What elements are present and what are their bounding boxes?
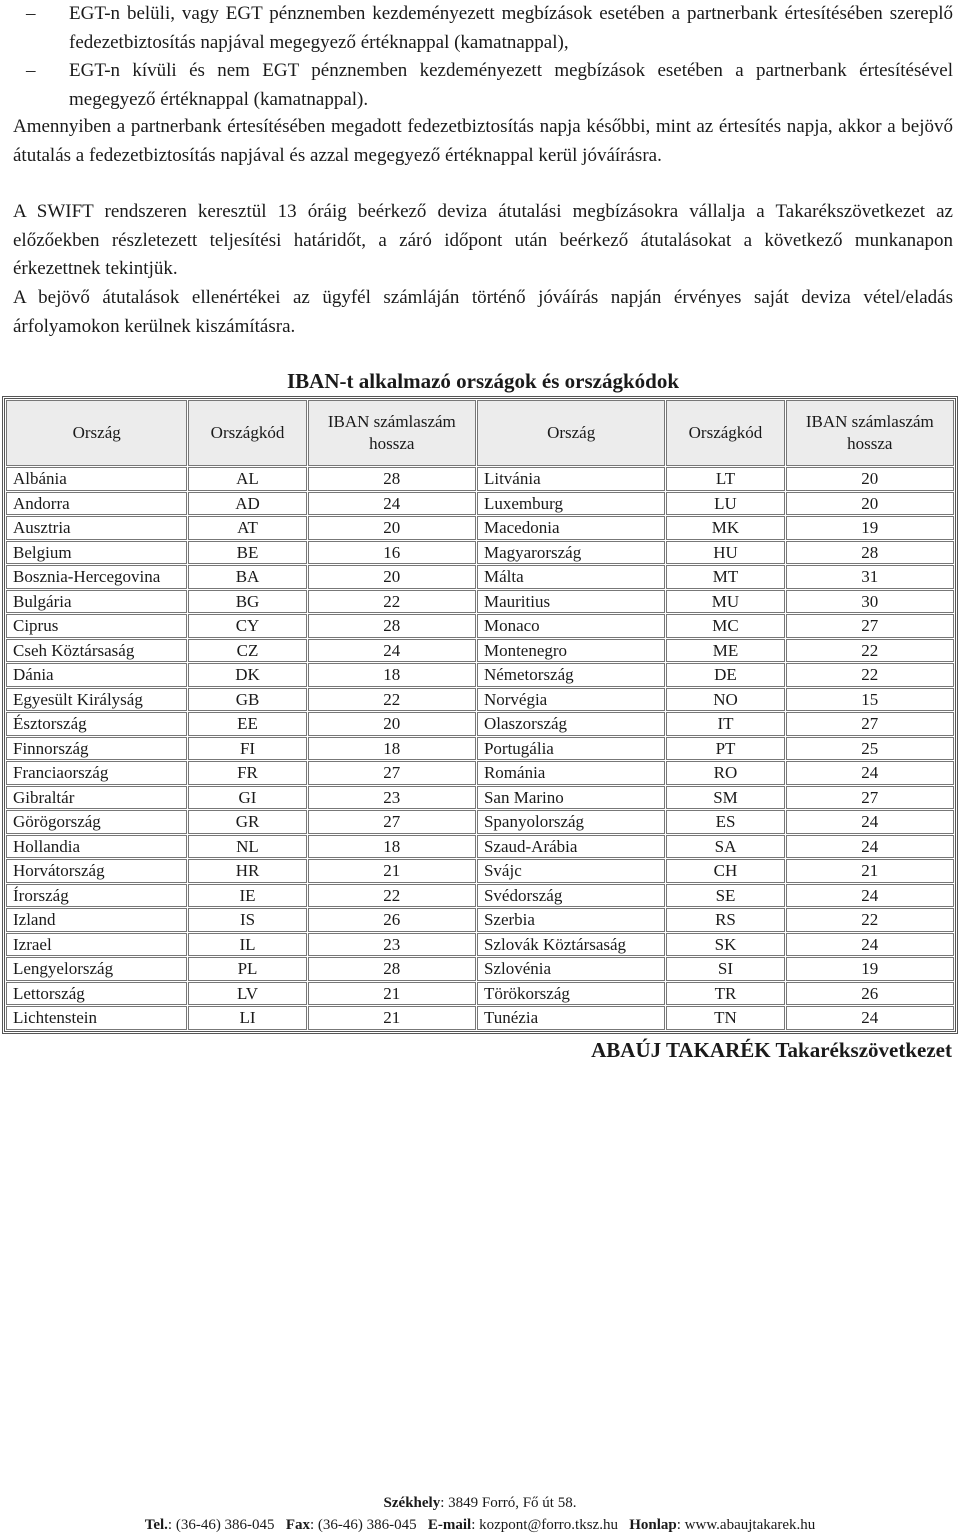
cell-country: Gibraltár: [6, 786, 187, 810]
cell-country-code: LV: [188, 982, 306, 1006]
table-row: [6, 859, 954, 883]
cell-country: Portugália: [477, 737, 665, 761]
cell-country: Dánia: [6, 663, 187, 687]
cell-iban-length: 21: [308, 859, 476, 883]
table-row: [6, 810, 954, 834]
cell-iban-length: 22: [308, 884, 476, 908]
cell-country-code: ES: [666, 810, 784, 834]
cell-country-code: ME: [666, 639, 784, 663]
cell-iban-length: 20: [308, 516, 476, 540]
cell-country-code: LU: [666, 492, 784, 516]
table-row: [6, 957, 954, 981]
table-row: [6, 884, 954, 908]
footer-web-link[interactable]: : www.abaujtakarek.hu: [676, 1517, 816, 1533]
table-row: [6, 688, 954, 712]
footer: [0, 1492, 960, 1536]
cell-iban-length: 18: [308, 663, 476, 687]
cell-iban-length: 22: [308, 688, 476, 712]
cell-country: Macedonia: [477, 516, 665, 540]
cell-country-code: AD: [188, 492, 306, 516]
cell-country-code: SA: [666, 835, 784, 859]
footer-web-label: Honlap: [629, 1517, 677, 1533]
cell-country: Luxemburg: [477, 492, 665, 516]
cell-iban-length: 15: [786, 688, 954, 712]
cell-iban-length: 20: [308, 565, 476, 589]
cell-country: Belgium: [6, 541, 187, 565]
cell-country: Szaud-Arábia: [477, 835, 665, 859]
cell-country: Egyesült Királyság: [6, 688, 187, 712]
cell-iban-length: 20: [786, 492, 954, 516]
cell-country: Málta: [477, 565, 665, 589]
bullet-text: EGT-n kívüli és nem EGT pénznemben kezdeményezett megbízások esetében a partnerbank értesítésével megegyező értéknappal (kamatnappal).: [69, 60, 953, 110]
table-row: [6, 492, 954, 516]
cell-country-code: IL: [188, 933, 306, 957]
cell-country: Németország: [477, 663, 665, 687]
cell-country: Írország: [6, 884, 187, 908]
bullet-item: [13, 57, 953, 114]
cell-country-code: EE: [188, 712, 306, 736]
table-row: [6, 982, 954, 1006]
header-country: Ország: [6, 400, 187, 466]
cell-country-code: CY: [188, 614, 306, 638]
cell-country-code: MU: [666, 590, 784, 614]
footer-email-link[interactable]: : kozpont@forro.tksz.hu: [471, 1517, 618, 1533]
cell-country-code: AT: [188, 516, 306, 540]
cell-country: Andorra: [6, 492, 187, 516]
cell-country-code: FR: [188, 761, 306, 785]
table-row: [6, 761, 954, 785]
table-row: [6, 933, 954, 957]
table-row: [6, 786, 954, 810]
cell-country: Izland: [6, 908, 187, 932]
cell-iban-length: 27: [786, 614, 954, 638]
cell-country: San Marino: [477, 786, 665, 810]
cell-country: Svédország: [477, 884, 665, 908]
table-row: [6, 663, 954, 687]
cell-country-code: MC: [666, 614, 784, 638]
cell-country-code: SI: [666, 957, 784, 981]
cell-country-code: TR: [666, 982, 784, 1006]
footer-email-label: E-mail: [427, 1517, 472, 1533]
cell-iban-length: 30: [786, 590, 954, 614]
cell-country: Szlovénia: [477, 957, 665, 981]
cell-country: Izrael: [6, 933, 187, 957]
cell-country: Lettország: [6, 982, 187, 1006]
cell-country-code: LT: [666, 467, 784, 491]
cell-country: Lengyelország: [6, 957, 187, 981]
paragraph-swift-deadline: A SWIFT rendszeren keresztül 13 óráig beérkező deviza átutalási megbízásokra vállalja a Takarékszövetkezet az előzőekben részletezett teljesítési határidőt, a záró időpont után beérkező átutalásokat a következő munkanapon érkezettnek tekintjük.: [13, 201, 953, 279]
footer-contact-line: [0, 1514, 960, 1536]
cell-country-code: DK: [188, 663, 306, 687]
cell-iban-length: 21: [308, 982, 476, 1006]
cell-country-code: AL: [188, 467, 306, 491]
cell-country-code: BE: [188, 541, 306, 565]
cell-country-code: CZ: [188, 639, 306, 663]
cell-country: Magyarország: [477, 541, 665, 565]
cell-iban-length: 22: [786, 663, 954, 687]
cell-country: Szerbia: [477, 908, 665, 932]
cell-country: Olaszország: [477, 712, 665, 736]
cell-country-code: NO: [666, 688, 784, 712]
cell-country: Finnország: [6, 737, 187, 761]
bullet-item: [13, 0, 953, 57]
table-row: [6, 835, 954, 859]
dash-bullet-icon: –: [26, 3, 36, 24]
cell-country-code: IE: [188, 884, 306, 908]
cell-country-code: SE: [666, 884, 784, 908]
cell-country: Románia: [477, 761, 665, 785]
bullet-text: EGT-n belüli, vagy EGT pénznemben kezdeményezett megbízások esetében a partnerbank értesítésében szereplő fedezetbiztosítás napjával megegyező értéknappal (kamatnappal),: [69, 3, 953, 53]
cell-country-code: GI: [188, 786, 306, 810]
table-row: [6, 614, 954, 638]
cell-country-code: LI: [188, 1006, 306, 1030]
iban-country-table: [2, 396, 958, 1034]
cell-iban-length: 20: [308, 712, 476, 736]
header-iban-length: IBAN számlaszám hossza: [308, 400, 476, 466]
cell-country: Spanyolország: [477, 810, 665, 834]
cell-iban-length: 24: [786, 810, 954, 834]
cell-iban-length: 21: [786, 859, 954, 883]
cell-country: Ciprus: [6, 614, 187, 638]
header-country-code: Országkód: [188, 400, 306, 466]
cell-iban-length: 28: [308, 957, 476, 981]
footer-seat-label: Székhely: [383, 1495, 441, 1511]
cell-country-code: RO: [666, 761, 784, 785]
cell-country: Albánia: [6, 467, 187, 491]
footer-tel-value: : (36-46) 386-045: [167, 1517, 275, 1533]
cell-country: Tunézia: [477, 1006, 665, 1030]
cell-country-code: BG: [188, 590, 306, 614]
cell-country: Görögország: [6, 810, 187, 834]
cell-country: Montenegro: [477, 639, 665, 663]
table-row: [6, 1006, 954, 1030]
dash-bullet-icon: –: [26, 60, 36, 81]
cell-country-code: MT: [666, 565, 784, 589]
header-iban-length: IBAN számlaszám hossza: [786, 400, 954, 466]
cell-country-code: PT: [666, 737, 784, 761]
cell-country-code: RS: [666, 908, 784, 932]
cell-country-code: HR: [188, 859, 306, 883]
table-row: [6, 467, 954, 491]
cell-country-code: GB: [188, 688, 306, 712]
cell-country-code: CH: [666, 859, 784, 883]
header-country: Ország: [477, 400, 665, 466]
cell-iban-length: 18: [308, 835, 476, 859]
footer-fax-value: : (36-46) 386-045: [309, 1517, 417, 1533]
cell-iban-length: 26: [308, 908, 476, 932]
cell-country: Szlovák Köztársaság: [477, 933, 665, 957]
cell-country-code: HU: [666, 541, 784, 565]
cell-iban-length: 22: [308, 590, 476, 614]
table-row: [6, 590, 954, 614]
cell-country: Bulgária: [6, 590, 187, 614]
cell-country-code: IT: [666, 712, 784, 736]
cell-country-code: IS: [188, 908, 306, 932]
cell-country-code: DE: [666, 663, 784, 687]
cell-country: Ausztria: [6, 516, 187, 540]
cell-iban-length: 28: [308, 614, 476, 638]
cell-country: Litvánia: [477, 467, 665, 491]
cell-iban-length: 21: [308, 1006, 476, 1030]
cell-country: Észtország: [6, 712, 187, 736]
cell-iban-length: 27: [308, 761, 476, 785]
cell-iban-length: 25: [786, 737, 954, 761]
cell-iban-length: 23: [308, 933, 476, 957]
cell-country-code: SM: [666, 786, 784, 810]
cell-country-code: PL: [188, 957, 306, 981]
signature: ABAÚJ TAKARÉK Takarékszövetkezet: [591, 1038, 952, 1062]
cell-country: Franciaország: [6, 761, 187, 785]
cell-iban-length: 28: [308, 467, 476, 491]
footer-seat-line: [0, 1492, 960, 1514]
cell-iban-length: 16: [308, 541, 476, 565]
cell-iban-length: 20: [786, 467, 954, 491]
cell-iban-length: 24: [786, 835, 954, 859]
cell-country: Monaco: [477, 614, 665, 638]
table-body: [6, 467, 954, 1030]
bullet-list: [13, 0, 953, 114]
paragraph-credit-date: Amennyiben a partnerbank értesítésében megadott fedezetbiztosítás napja későbbi, mint az értesítés napja, akkor a bejövő átutalás a fedezetbiztosítás napjával és azzal megegyező értéknappal kerül jóváírásra.: [13, 116, 953, 166]
cell-iban-length: 22: [786, 639, 954, 663]
cell-iban-length: 19: [786, 957, 954, 981]
cell-country: Svájc: [477, 859, 665, 883]
cell-iban-length: 26: [786, 982, 954, 1006]
cell-country-code: NL: [188, 835, 306, 859]
cell-iban-length: 19: [786, 516, 954, 540]
cell-iban-length: 28: [786, 541, 954, 565]
cell-iban-length: 23: [308, 786, 476, 810]
cell-country: Hollandia: [6, 835, 187, 859]
cell-iban-length: 27: [308, 810, 476, 834]
cell-country: Horvátország: [6, 859, 187, 883]
cell-country: Lichtenstein: [6, 1006, 187, 1030]
cell-country-code: GR: [188, 810, 306, 834]
cell-iban-length: 24: [308, 639, 476, 663]
table-row: [6, 516, 954, 540]
footer-tel-label: Tel.: [144, 1517, 168, 1533]
header-country-code: Országkód: [666, 400, 784, 466]
cell-country: Bosznia-Hercegovina: [6, 565, 187, 589]
cell-country-code: TN: [666, 1006, 784, 1030]
table-title: IBAN-t alkalmazó országok és országkódok: [287, 369, 679, 393]
cell-iban-length: 24: [786, 761, 954, 785]
table-header-row: [6, 400, 954, 466]
cell-iban-length: 27: [786, 712, 954, 736]
table-row: [6, 712, 954, 736]
footer-seat-value: : 3849 Forró, Fő út 58.: [440, 1495, 577, 1511]
table-row: [6, 565, 954, 589]
cell-country: Törökország: [477, 982, 665, 1006]
cell-iban-length: 31: [786, 565, 954, 589]
cell-country-code: BA: [188, 565, 306, 589]
table-row: [6, 639, 954, 663]
cell-iban-length: 27: [786, 786, 954, 810]
cell-iban-length: 18: [308, 737, 476, 761]
table-row: [6, 908, 954, 932]
cell-iban-length: 24: [786, 884, 954, 908]
table-row: [6, 737, 954, 761]
cell-country: Mauritius: [477, 590, 665, 614]
cell-country-code: SK: [666, 933, 784, 957]
cell-iban-length: 22: [786, 908, 954, 932]
footer-fax-label: Fax: [285, 1517, 310, 1533]
cell-iban-length: 24: [308, 492, 476, 516]
paragraph-exchange-rates: A bejövő átutalások ellenértékei az ügyfél számláján történő jóváírás napján érvényes saját deviza vétel/eladás árfolyamokon kerülnek kiszámításra.: [13, 287, 953, 337]
cell-iban-length: 24: [786, 933, 954, 957]
cell-iban-length: 24: [786, 1006, 954, 1030]
cell-country: Cseh Köztársaság: [6, 639, 187, 663]
cell-country-code: MK: [666, 516, 784, 540]
cell-country: Norvégia: [477, 688, 665, 712]
cell-country-code: FI: [188, 737, 306, 761]
table-row: [6, 541, 954, 565]
